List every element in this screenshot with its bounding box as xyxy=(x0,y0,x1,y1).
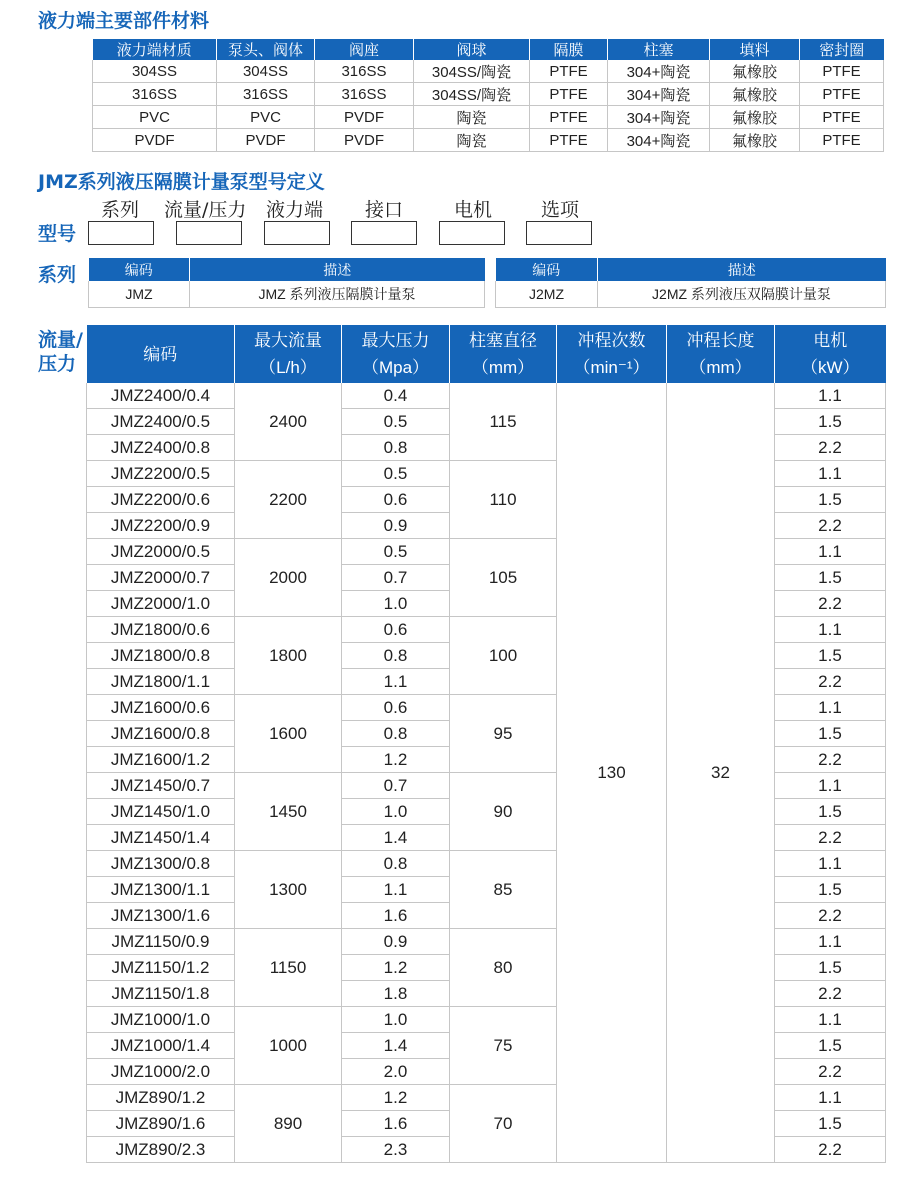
max-pressure: 0.6 xyxy=(342,487,450,513)
materials-table xyxy=(92,39,884,152)
materials-cell: 304+陶瓷 xyxy=(608,60,710,83)
materials-cell: PVDF xyxy=(217,129,315,152)
flow-header-cell xyxy=(667,325,775,383)
motor-power: 1.1 xyxy=(775,773,886,799)
max-flow: 2200 xyxy=(235,461,342,539)
model-code: JMZ2200/0.9 xyxy=(87,513,235,539)
max-flow: 2000 xyxy=(235,539,342,617)
series-desc-header: 描述 xyxy=(598,258,886,281)
materials-cell: 304+陶瓷 xyxy=(608,106,710,129)
materials-cell: PTFE xyxy=(800,83,884,106)
max-pressure: 0.4 xyxy=(342,383,450,409)
max-pressure: 2.0 xyxy=(342,1059,450,1085)
flow-header-unit: （mm） xyxy=(471,358,535,377)
motor-power: 1.1 xyxy=(775,851,886,877)
materials-cell: PVDF xyxy=(93,129,217,152)
motor-power: 1.5 xyxy=(775,1033,886,1059)
flow-header-unit: （Mpa） xyxy=(361,358,430,377)
table-row xyxy=(93,60,884,83)
max-pressure: 2.3 xyxy=(342,1137,450,1163)
model-field-label: 液力端 xyxy=(266,199,324,221)
materials-cell: 氟橡胶 xyxy=(710,129,800,152)
model-code: JMZ890/1.6 xyxy=(87,1111,235,1137)
model-code: JMZ1450/0.7 xyxy=(87,773,235,799)
materials-cell: 316SS xyxy=(315,60,414,83)
max-pressure: 1.0 xyxy=(342,591,450,617)
motor-power: 1.5 xyxy=(775,643,886,669)
flow-header-unit: （kW） xyxy=(800,358,860,377)
flow-side-label: 流量/压力 xyxy=(38,329,83,375)
materials-title: 液力端主要部件材料 xyxy=(38,10,210,32)
model-code: JMZ1800/1.1 xyxy=(87,669,235,695)
model-code: JMZ2400/0.8 xyxy=(87,435,235,461)
motor-power: 2.2 xyxy=(775,669,886,695)
materials-header-row xyxy=(93,39,884,60)
max-pressure: 1.8 xyxy=(342,981,450,1007)
model-code: JMZ2000/0.7 xyxy=(87,565,235,591)
model-field-box[interactable] xyxy=(176,221,242,245)
motor-power: 2.2 xyxy=(775,903,886,929)
model-code: JMZ1600/0.8 xyxy=(87,721,235,747)
model-def-title: JMZ系列液压隔膜计量泵型号定义 xyxy=(38,171,325,193)
max-pressure: 1.4 xyxy=(342,1033,450,1059)
series-desc-header: 描述 xyxy=(190,258,485,281)
motor-power: 2.2 xyxy=(775,747,886,773)
max-flow: 1150 xyxy=(235,929,342,1007)
max-pressure: 0.5 xyxy=(342,461,450,487)
flow-header-unit: （mm） xyxy=(689,358,752,377)
plunger-diameter: 115 xyxy=(450,383,557,461)
max-flow: 1000 xyxy=(235,1007,342,1085)
motor-power: 1.1 xyxy=(775,929,886,955)
materials-cell: PTFE xyxy=(530,129,608,152)
motor-power: 1.1 xyxy=(775,1007,886,1033)
materials-cell: 316SS xyxy=(217,83,315,106)
motor-power: 1.5 xyxy=(775,409,886,435)
motor-power: 2.2 xyxy=(775,981,886,1007)
max-pressure: 1.1 xyxy=(342,669,450,695)
flow-header-cell xyxy=(557,325,667,383)
model-code: JMZ1300/1.1 xyxy=(87,877,235,903)
flow-header-cell xyxy=(87,325,235,383)
model-code: JMZ1800/0.8 xyxy=(87,643,235,669)
materials-cell: 304+陶瓷 xyxy=(608,83,710,106)
series-code-header: 编码 xyxy=(89,258,190,281)
plunger-diameter: 110 xyxy=(450,461,557,539)
motor-power: 2.2 xyxy=(775,1137,886,1163)
max-pressure: 1.2 xyxy=(342,1085,450,1111)
flow-pressure-table xyxy=(86,325,886,1163)
stroke-length: 32 xyxy=(667,383,775,1163)
series-side-label: 系列 xyxy=(38,264,77,286)
motor-power: 2.2 xyxy=(775,1059,886,1085)
materials-header-cell: 阀球 xyxy=(414,39,530,60)
model-field-label: 电机 xyxy=(454,199,493,221)
series-code: JMZ xyxy=(89,281,190,308)
materials-header-cell: 隔膜 xyxy=(530,39,608,60)
model-code: JMZ1450/1.0 xyxy=(87,799,235,825)
flow-header-label: 电机 xyxy=(813,331,848,350)
plunger-diameter: 95 xyxy=(450,695,557,773)
model-code: JMZ1300/1.6 xyxy=(87,903,235,929)
materials-header-cell: 液力端材质 xyxy=(93,39,217,60)
model-code: JMZ1150/1.8 xyxy=(87,981,235,1007)
materials-cell: 304SS xyxy=(217,60,315,83)
max-pressure: 0.8 xyxy=(342,435,450,461)
motor-power: 2.2 xyxy=(775,591,886,617)
materials-header-cell: 密封圈 xyxy=(800,39,884,60)
max-pressure: 0.8 xyxy=(342,643,450,669)
model-side-label: 型号 xyxy=(38,223,77,245)
max-pressure: 1.0 xyxy=(342,1007,450,1033)
flow-header-cell xyxy=(342,325,450,383)
max-pressure: 1.2 xyxy=(342,747,450,773)
materials-cell: 316SS xyxy=(93,83,217,106)
model-field-label: 接口 xyxy=(365,199,404,221)
max-flow: 890 xyxy=(235,1085,342,1163)
model-field-label: 流量/压力 xyxy=(164,199,247,221)
motor-power: 1.1 xyxy=(775,461,886,487)
materials-cell: 304+陶瓷 xyxy=(608,129,710,152)
motor-power: 1.1 xyxy=(775,695,886,721)
materials-cell: 陶瓷 xyxy=(414,129,530,152)
model-code: JMZ1600/1.2 xyxy=(87,747,235,773)
model-field-box[interactable] xyxy=(351,221,417,245)
model-field-box[interactable] xyxy=(264,221,330,245)
max-pressure: 0.6 xyxy=(342,617,450,643)
motor-power: 1.1 xyxy=(775,1085,886,1111)
motor-power: 1.5 xyxy=(775,877,886,903)
materials-cell: PVC xyxy=(217,106,315,129)
model-code: JMZ1450/1.4 xyxy=(87,825,235,851)
max-pressure: 1.0 xyxy=(342,799,450,825)
max-flow: 1600 xyxy=(235,695,342,773)
max-pressure: 1.4 xyxy=(342,825,450,851)
table-row xyxy=(93,106,884,129)
max-pressure: 1.6 xyxy=(342,1111,450,1137)
flow-header-cell xyxy=(450,325,557,383)
model-code: JMZ2000/1.0 xyxy=(87,591,235,617)
materials-cell: 316SS xyxy=(315,83,414,106)
max-pressure: 0.8 xyxy=(342,721,450,747)
flow-header-label: 最大流量 xyxy=(254,331,322,350)
plunger-diameter: 85 xyxy=(450,851,557,929)
motor-power: 1.5 xyxy=(775,721,886,747)
model-code: JMZ2000/0.5 xyxy=(87,539,235,565)
model-field-box[interactable] xyxy=(88,221,154,245)
max-flow: 1300 xyxy=(235,851,342,929)
flow-header-label: 柱塞直径 xyxy=(469,331,537,350)
materials-cell: PTFE xyxy=(800,129,884,152)
motor-power: 1.5 xyxy=(775,1111,886,1137)
materials-cell: 陶瓷 xyxy=(414,106,530,129)
motor-power: 2.2 xyxy=(775,513,886,539)
motor-power: 1.5 xyxy=(775,487,886,513)
max-pressure: 1.6 xyxy=(342,903,450,929)
max-pressure: 1.2 xyxy=(342,955,450,981)
model-code: JMZ1000/1.4 xyxy=(87,1033,235,1059)
table-row xyxy=(89,281,485,308)
materials-cell: PTFE xyxy=(530,106,608,129)
series-table-jmz xyxy=(88,258,485,308)
model-code: JMZ2400/0.5 xyxy=(87,409,235,435)
materials-header-cell: 阀座 xyxy=(315,39,414,60)
motor-power: 1.5 xyxy=(775,955,886,981)
table-row xyxy=(496,281,886,308)
max-pressure: 1.1 xyxy=(342,877,450,903)
flow-header-label: 编码 xyxy=(143,344,178,364)
series-code: J2MZ xyxy=(496,281,598,308)
flow-header-cell xyxy=(235,325,342,383)
model-field-label: 系列 xyxy=(101,199,140,221)
max-pressure: 0.9 xyxy=(342,929,450,955)
materials-cell: 304SS/陶瓷 xyxy=(414,83,530,106)
flow-header-label: 冲程长度 xyxy=(686,331,755,350)
motor-power: 1.1 xyxy=(775,383,886,409)
plunger-diameter: 105 xyxy=(450,539,557,617)
table-row xyxy=(87,383,886,409)
series-table-j2mz xyxy=(495,258,886,308)
flow-header-unit: （min⁻¹） xyxy=(573,358,650,377)
flow-header-row xyxy=(87,325,886,383)
table-row xyxy=(93,83,884,106)
plunger-diameter: 90 xyxy=(450,773,557,851)
table-row xyxy=(93,129,884,152)
materials-header-cell: 柱塞 xyxy=(608,39,710,60)
max-pressure: 0.5 xyxy=(342,539,450,565)
model-code: JMZ2400/0.4 xyxy=(87,383,235,409)
max-pressure: 0.5 xyxy=(342,409,450,435)
model-code: JMZ1150/0.9 xyxy=(87,929,235,955)
motor-power: 1.5 xyxy=(775,565,886,591)
model-code: JMZ1000/2.0 xyxy=(87,1059,235,1085)
motor-power: 1.1 xyxy=(775,617,886,643)
materials-cell: 氟橡胶 xyxy=(710,60,800,83)
plunger-diameter: 100 xyxy=(450,617,557,695)
model-code: JMZ2200/0.5 xyxy=(87,461,235,487)
model-code: JMZ890/1.2 xyxy=(87,1085,235,1111)
max-pressure: 0.8 xyxy=(342,851,450,877)
plunger-diameter: 75 xyxy=(450,1007,557,1085)
series-code-header: 编码 xyxy=(496,258,598,281)
model-code: JMZ1000/1.0 xyxy=(87,1007,235,1033)
max-flow: 1450 xyxy=(235,773,342,851)
motor-power: 2.2 xyxy=(775,825,886,851)
materials-cell: 304SS xyxy=(93,60,217,83)
materials-cell: PVDF xyxy=(315,106,414,129)
model-code: JMZ1150/1.2 xyxy=(87,955,235,981)
flow-header-cell xyxy=(775,325,886,383)
series-description: J2MZ 系列液压双隔膜计量泵 xyxy=(598,281,886,308)
materials-cell: 304SS/陶瓷 xyxy=(414,60,530,83)
max-flow: 1800 xyxy=(235,617,342,695)
max-pressure: 0.9 xyxy=(342,513,450,539)
model-field-label: 选项 xyxy=(541,199,580,221)
model-code: JMZ1300/0.8 xyxy=(87,851,235,877)
motor-power: 1.1 xyxy=(775,539,886,565)
materials-header-cell: 泵头、阀体 xyxy=(217,39,315,60)
stroke-count: 130 xyxy=(557,383,667,1163)
model-code: JMZ1800/0.6 xyxy=(87,617,235,643)
materials-cell: PTFE xyxy=(800,106,884,129)
motor-power: 2.2 xyxy=(775,435,886,461)
model-code: JMZ2200/0.6 xyxy=(87,487,235,513)
flow-header-label: 最大压力 xyxy=(361,331,430,350)
model-code: JMZ890/2.3 xyxy=(87,1137,235,1163)
max-pressure: 0.7 xyxy=(342,773,450,799)
materials-cell: PVDF xyxy=(315,129,414,152)
materials-cell: 氟橡胶 xyxy=(710,83,800,106)
materials-cell: 氟橡胶 xyxy=(710,106,800,129)
series-description: JMZ 系列液压隔膜计量泵 xyxy=(190,281,485,308)
flow-header-label: 冲程次数 xyxy=(577,331,646,350)
max-flow: 2400 xyxy=(235,383,342,461)
model-code: JMZ1600/0.6 xyxy=(87,695,235,721)
motor-power: 1.5 xyxy=(775,799,886,825)
max-pressure: 0.6 xyxy=(342,695,450,721)
materials-cell: PTFE xyxy=(800,60,884,83)
max-pressure: 0.7 xyxy=(342,565,450,591)
materials-cell: PTFE xyxy=(530,60,608,83)
model-field-box[interactable] xyxy=(439,221,505,245)
flow-header-unit: （L/h） xyxy=(259,358,317,377)
model-field-box[interactable] xyxy=(526,221,592,245)
materials-cell: PVC xyxy=(93,106,217,129)
plunger-diameter: 80 xyxy=(450,929,557,1007)
materials-header-cell: 填料 xyxy=(710,39,800,60)
plunger-diameter: 70 xyxy=(450,1085,557,1163)
materials-cell: PTFE xyxy=(530,83,608,106)
